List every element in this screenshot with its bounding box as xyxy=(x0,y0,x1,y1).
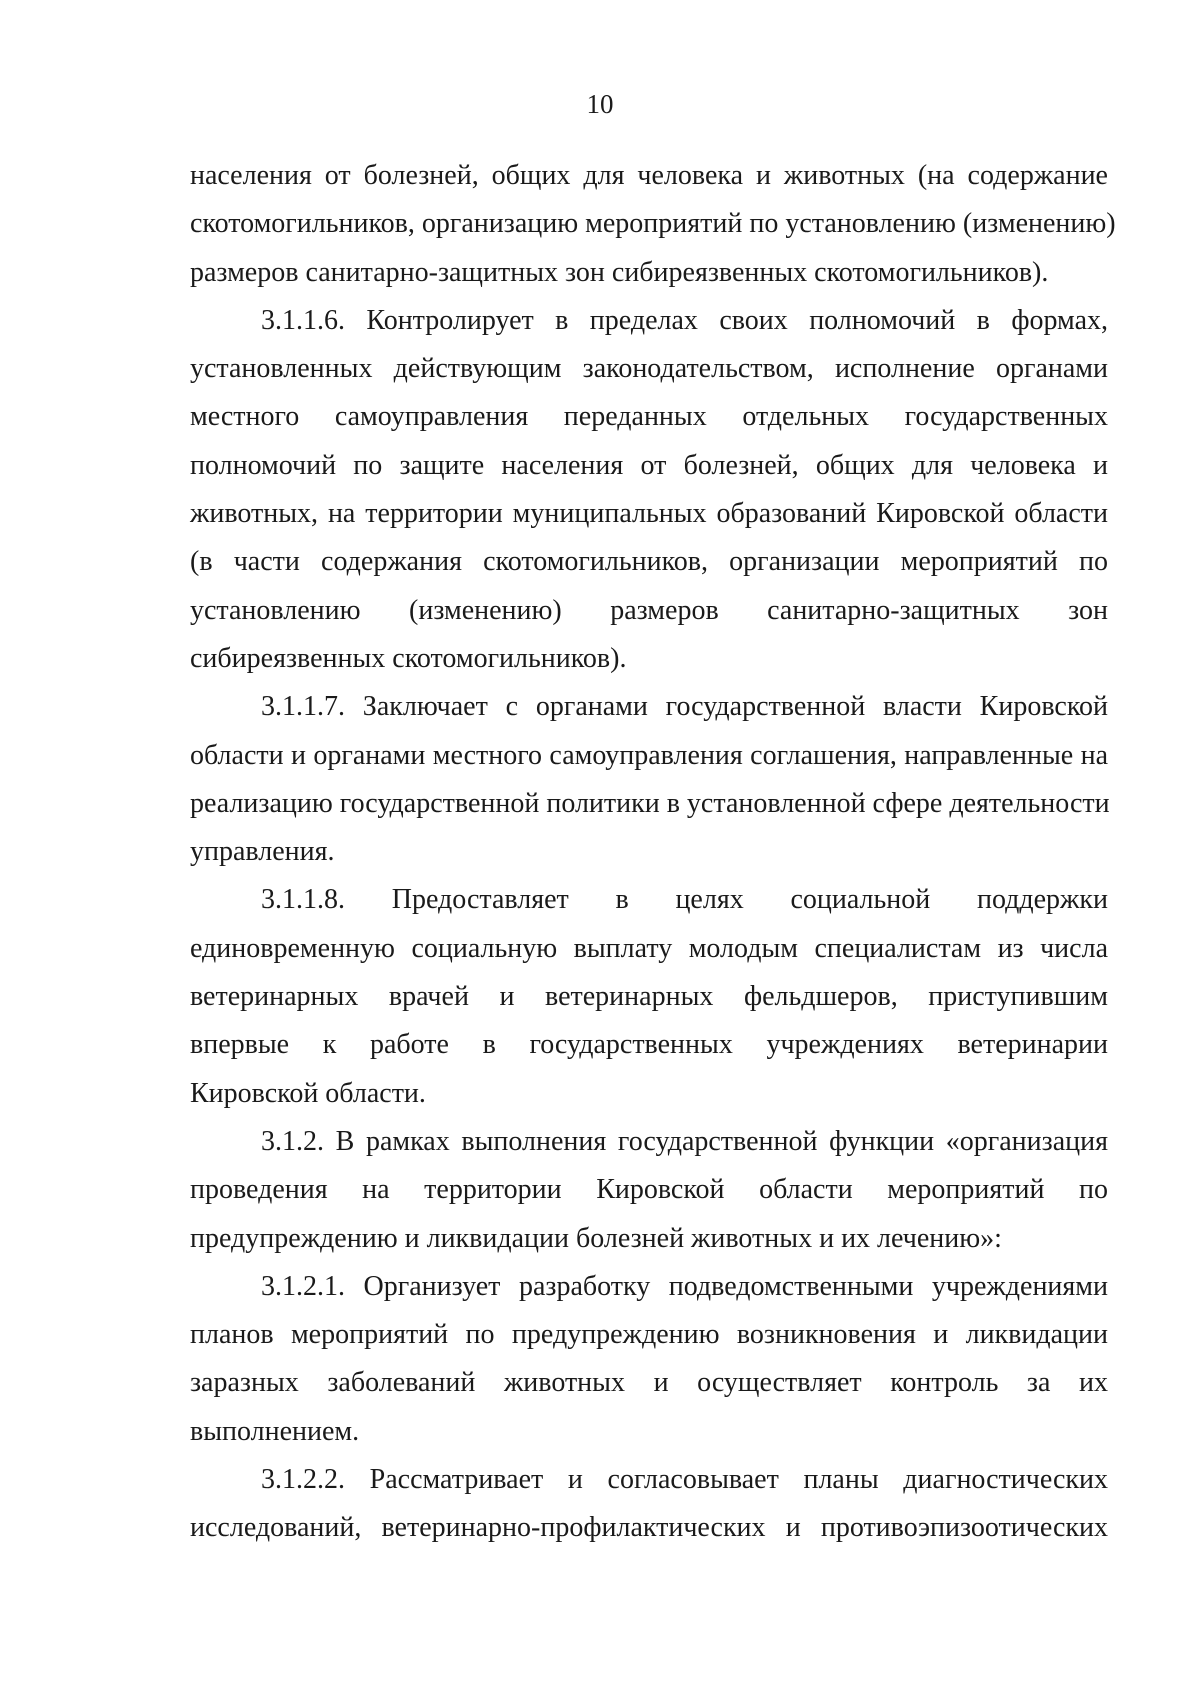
text-line: единовременную социальную выплату молодым специалистам из числа xyxy=(190,932,1108,964)
text-line: планов мероприятий по предупреждению возникновения и ликвидации xyxy=(190,1319,1108,1351)
text-line: заразных заболеваний животных и осуществляет контроль за их xyxy=(190,1367,1108,1399)
text-line: проведения на территории Кировской области мероприятий по xyxy=(190,1174,1108,1206)
text-line: впервые к работе в государственных учреждениях ветеринарии xyxy=(190,1029,1108,1061)
text-line: 3.1.1.8. Предоставляет в целях социальной поддержки xyxy=(261,884,1108,916)
text-line: реализацию государственной политики в установленной сфере деятельности xyxy=(190,787,1110,819)
text-line: 3.1.2.1. Организует разработку подведомственными учреждениями xyxy=(261,1270,1108,1302)
text-line: выполнением. xyxy=(190,1415,360,1447)
paragraph xyxy=(190,1456,1108,1553)
text-line: области и органами местного самоуправления соглашения, направленные на xyxy=(190,739,1108,771)
text-line: ветеринарных врачей и ветеринарных фельдшеров, приступившим xyxy=(190,981,1108,1013)
text-line: населения от болезней, общих для человека и животных (на содержание xyxy=(190,160,1108,191)
paragraph xyxy=(190,683,1108,876)
text-line: полномочий по защите населения от болезней, общих для человека и xyxy=(190,449,1108,481)
text-line: 3.1.1.6. Контролирует в пределах своих полномочий в формах, xyxy=(261,304,1108,336)
text-line: предупреждению и ликвидации болезней животных и их лечению»: xyxy=(190,1222,1002,1254)
text-line: 3.1.2.2. Рассматривает и согласовывает планы диагностических xyxy=(261,1464,1108,1496)
text-line: установлению (изменению) размеров санитарно-защитных зон xyxy=(190,594,1108,626)
paragraph xyxy=(190,876,1108,1117)
text-line: животных, на территории муниципальных образований Кировской области xyxy=(190,498,1108,530)
text-line: установленных действующим законодательством, исполнение органами xyxy=(190,353,1108,385)
paragraph xyxy=(190,152,1116,297)
text-line: 3.1.1.7. Заключает с органами государственной власти Кировской xyxy=(261,691,1108,723)
paragraph xyxy=(190,1118,1108,1263)
text-line: (в части содержания скотомогильников, организации мероприятий по xyxy=(190,546,1108,578)
paragraph xyxy=(190,297,1108,683)
text-line: исследований, ветеринарно-профилактических и противоэпизоотических xyxy=(190,1512,1108,1544)
text-line: 3.1.2. В рамках выполнения государственной функции «организация xyxy=(261,1125,1108,1157)
text-line: сибиреязвенных скотомогильников). xyxy=(190,642,627,674)
page-number: 10 xyxy=(586,89,614,119)
paragraph xyxy=(190,1263,1108,1456)
text-line: Кировской области. xyxy=(190,1077,426,1109)
text-line: размеров санитарно-защитных зон сибиреязвенных скотомогильников). xyxy=(190,256,1049,288)
text-line: управления. xyxy=(190,836,335,868)
text-line: местного самоуправления переданных отдельных государственных xyxy=(190,401,1108,433)
text-line: скотомогильников, организацию мероприятий по установлению (изменению) xyxy=(190,208,1116,240)
document-body xyxy=(190,152,1116,1553)
